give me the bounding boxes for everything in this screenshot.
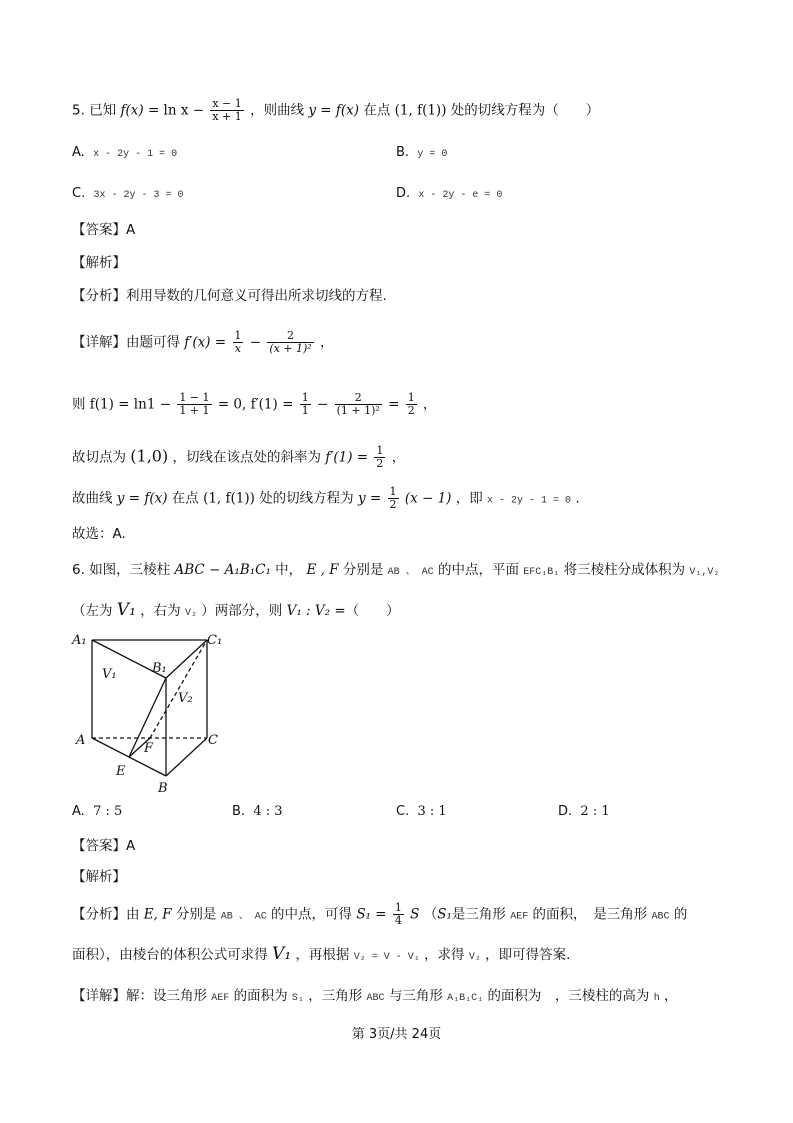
q5-answer: 【答案】A (72, 222, 136, 238)
q6-xiangjie: 【详解】解：设三角形 AEF 的面积为 S₁ ，三角形 ABC 与三角形 A₁B₁C₁ 的面积为 ，三棱柱的高为 h ， (72, 988, 678, 1004)
label-a: A (76, 733, 86, 748)
label-c1: C₁ (207, 633, 223, 648)
q5-line3: 故切点为 (1,0) ，切线在该点处的斜率为 f′(1) = $\frac{1}{2}$ ， (72, 444, 406, 470)
label-c: C (208, 733, 218, 748)
q6-option-d: D. 2 : 1 (558, 804, 610, 819)
q5-xiangjie: 【详解】由题可得 f′(x) = $\frac{1}{x}$ − $\frac{2}{\text{(x + 1)²}}$ ， (72, 329, 334, 355)
q5-option-d: D. x - 2y - e = 0 (396, 186, 503, 201)
page-number: 第 3页/共 24页 (351, 1027, 442, 1042)
q6-fenxi: 【分析】由 E, F 分别是 AB 、 AC 的中点，可得 S₁ = $\frac{1}{4}$ S （S₁是三角形 AEF 的面积， 是三角形 ABC 的 (72, 901, 688, 927)
q5-option-a: A. x - 2y - 1 = 0 (72, 145, 178, 160)
label-v2: V₂ (178, 691, 193, 706)
fraction: $\frac{x - 1}{x + 1}$ (212, 97, 242, 123)
q5-option-b: B. y = 0 (396, 145, 448, 160)
label-v1: V₁ (102, 667, 117, 682)
q6-stem: 6. 如图，三棱柱 ABC − A₁B₁C₁ 中， E , F 分别是 AB 、 AC 的中点，平面 EFC₁B₁ 将三棱柱分成体积为 V₁,V₂ (72, 562, 720, 578)
prism-figure (68, 630, 233, 800)
q5-analysis-tag: 【解析】 (72, 255, 126, 271)
question-number: 6. (72, 562, 85, 578)
question-number: 5. (72, 102, 85, 119)
label-f: F (144, 741, 154, 756)
label-b: B (158, 781, 168, 796)
q5-choose: 故选：A. (72, 526, 126, 542)
q6-option-c: C. 3 : 1 (396, 804, 447, 819)
q5-fenxi: 【分析】利用导数的几何意义可得出所求切线的方程. (72, 288, 387, 304)
q6-option-b: B. 4 : 3 (232, 804, 283, 819)
label-b1: B₁ (152, 661, 167, 676)
label-e: E (116, 764, 126, 779)
q6-stem-2: （左为 V₁ ，右为 V₂ ）两部分，则 V₁ : V₂ =（ ） (72, 600, 400, 620)
q5-line2: 则 f(1) = ln1 − $\frac{1 - 1}{1 + 1}$ = 0, f′(1) = $\frac{1}{1}$ − $\frac{2}{\text{(1 + 1)²}}$ = $\frac{1}{2}$ ， (72, 391, 437, 417)
label-a1: A₁ (72, 633, 87, 648)
q6-option-a: A. 7 : 5 (72, 804, 123, 819)
q5-stem: 5. 已知 f(x) = ln x − $\frac{x - 1}{x + 1}$ ，则曲线 y = f(x) 在点 (1, f(1)) 处的切线方程为（ ） (72, 97, 600, 123)
q5-option-c: C. 3x - 2y - 3 = 0 (72, 186, 184, 201)
q5-line4: 故曲线 y = f(x) 在点 (1, f(1)) 处的切线方程为 y = $\frac{1}{2}$ (x − 1) ，即 x - 2y - 1 = 0 . (72, 485, 580, 511)
q6-fenxi-2: 面积），由棱台的体积公式可求得 V₁ ，再根据 V₂ = V - V₁ ，求得 V₂ ，即可得答案. (72, 944, 571, 964)
q6-analysis-tag: 【解析】 (72, 869, 126, 885)
q6-answer: 【答案】A (72, 838, 136, 854)
